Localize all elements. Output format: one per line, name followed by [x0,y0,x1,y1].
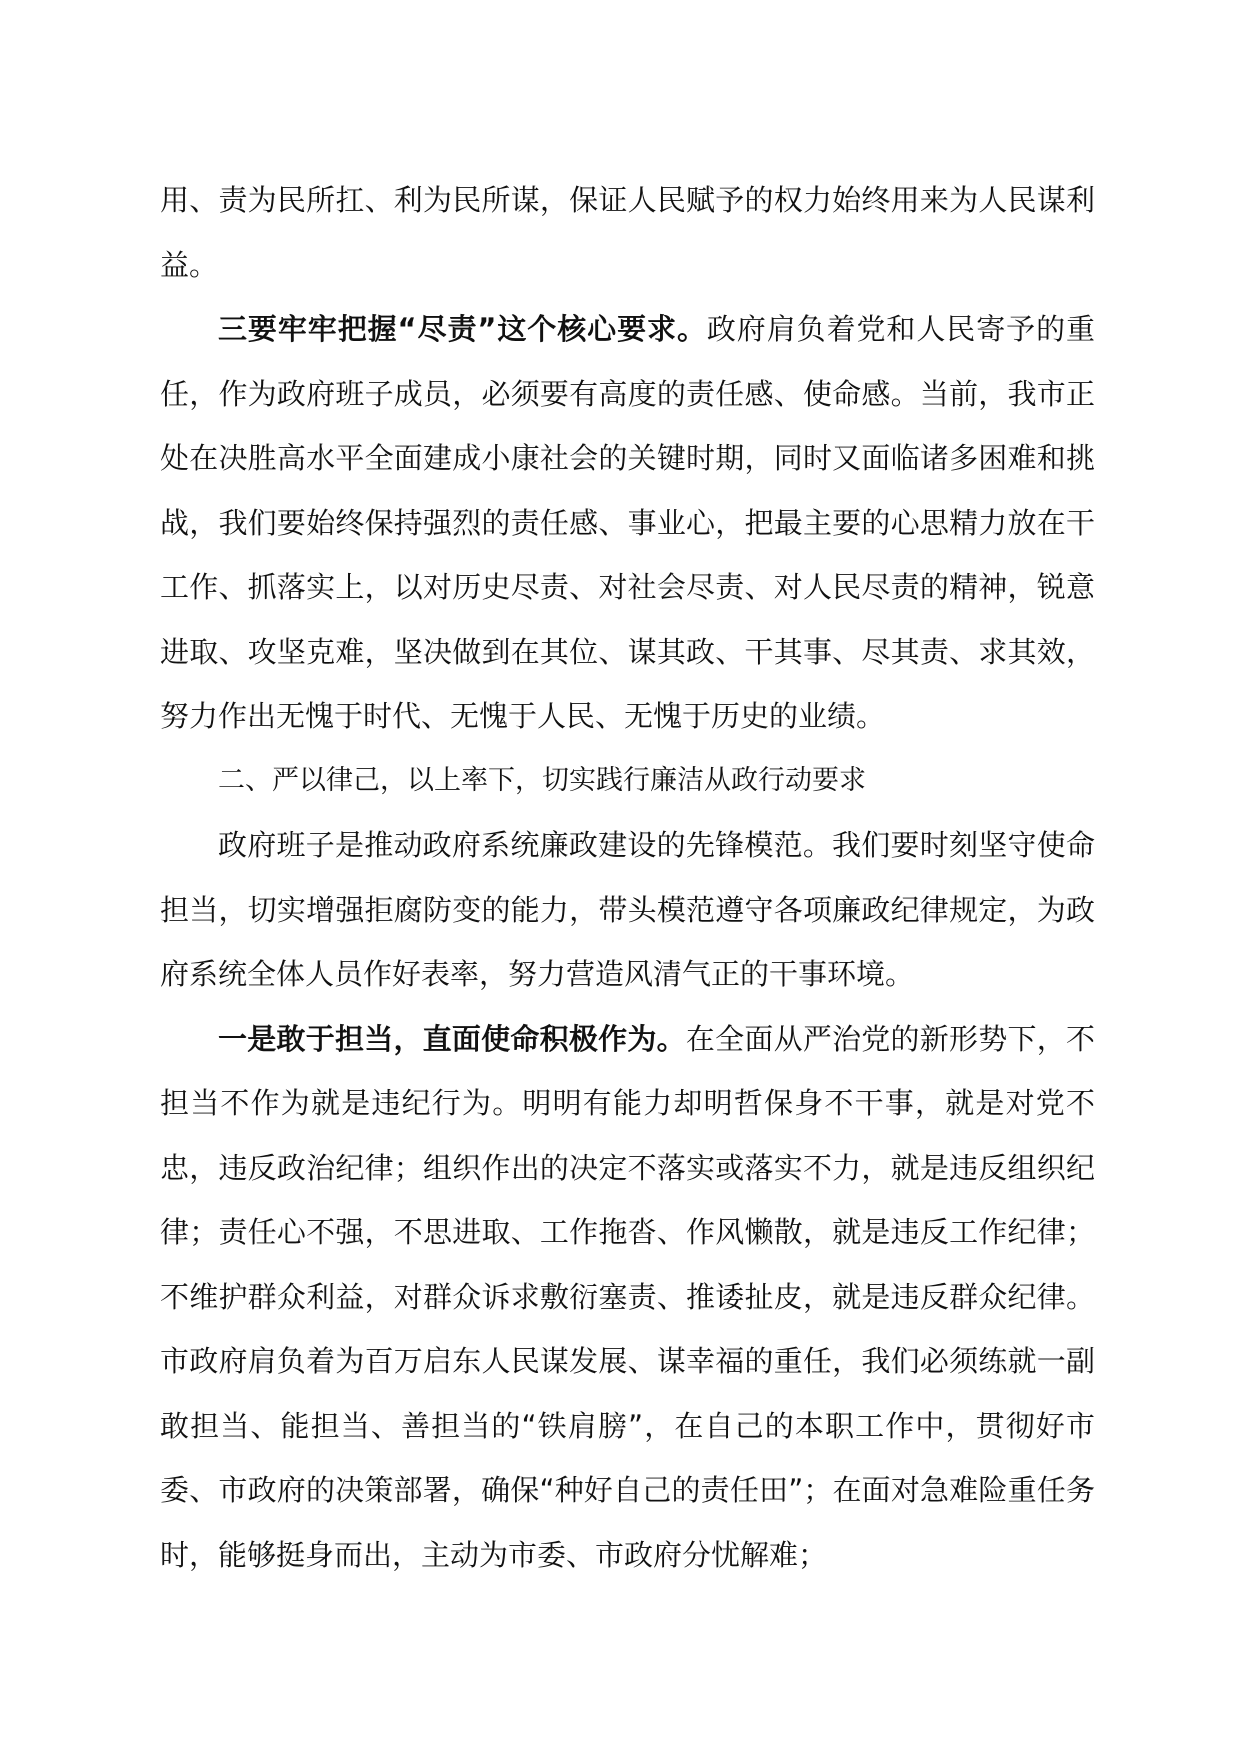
paragraph-duty-requirement [160,297,1095,749]
paragraph-lead: 三要牢牢把握“尽责”这个核心要求。 [218,312,707,346]
section-heading [160,749,1095,814]
paragraph-text: 用、责为民所扛、利为民所谋，保证人民赋予的权力始终用来为人民谋利益。 [160,183,1095,282]
paragraph-text: 在全面从严治党的新形势下，不担当不作为就是违纪行为。明明有能力却明哲保身不干事，就是对党不忠，违反政治纪律；组织作出的决定不落实或落实不力，就是违反组织纪律；责任心不强，不思进取、工作拖沓、作风懒散，就是违反工作纪律；不维护群众利益，对群众诉求敷衍塞责、推诿扯皮，就是违反群众纪律。市政府肩负着为百万启东人民谋发展、谋幸福的重任，我们必须练就一副敢担当、能担当、善担当的“铁肩膀”，在自己的本职工作中，贯彻好市委、市政府的决策部署，确保“种好自己的责任田”；在面对急难险重任务时，能够挺身而出，主动为市委、市政府分忧解难； [160,1021,1095,1572]
paragraph-dare-to-take-responsibility [160,1007,1095,1588]
paragraph-continuation [160,168,1095,297]
paragraph-lead: 一是敢于担当，直面使命积极作为。 [218,1021,686,1056]
paragraph-text: 政府班子是推动政府系统廉政建设的先锋模范。我们要时刻坚守使命担当，切实增强拒腐防变的能力，带头模范遵守各项廉政纪律规定，为政府系统全体人员作好表率，努力营造风清气正的干事环境。 [160,828,1095,991]
paragraph-section-intro [160,813,1095,1007]
paragraph-text: 政府肩负着党和人民寄予的重任，作为政府班子成员，必须要有高度的责任感、使命感。当前，我市正处在决胜高水平全面建成小康社会的关键时期，同时又面临诸多困难和挑战，我们要始终保持强烈的责任感、事业心，把最主要的心思精力放在干工作、抓落实上，以对历史尽责、对社会尽责、对人民尽责的精神，锐意进取、攻坚克难，坚决做到在其位、谋其政、干其事、尽其责、求其效，努力作出无愧于时代、无愧于人民、无愧于历史的业绩。 [160,312,1095,733]
document-page [160,168,1095,1587]
section-heading-text: 二、严以律己，以上率下，切实践行廉洁从政行动要求 [218,764,866,796]
